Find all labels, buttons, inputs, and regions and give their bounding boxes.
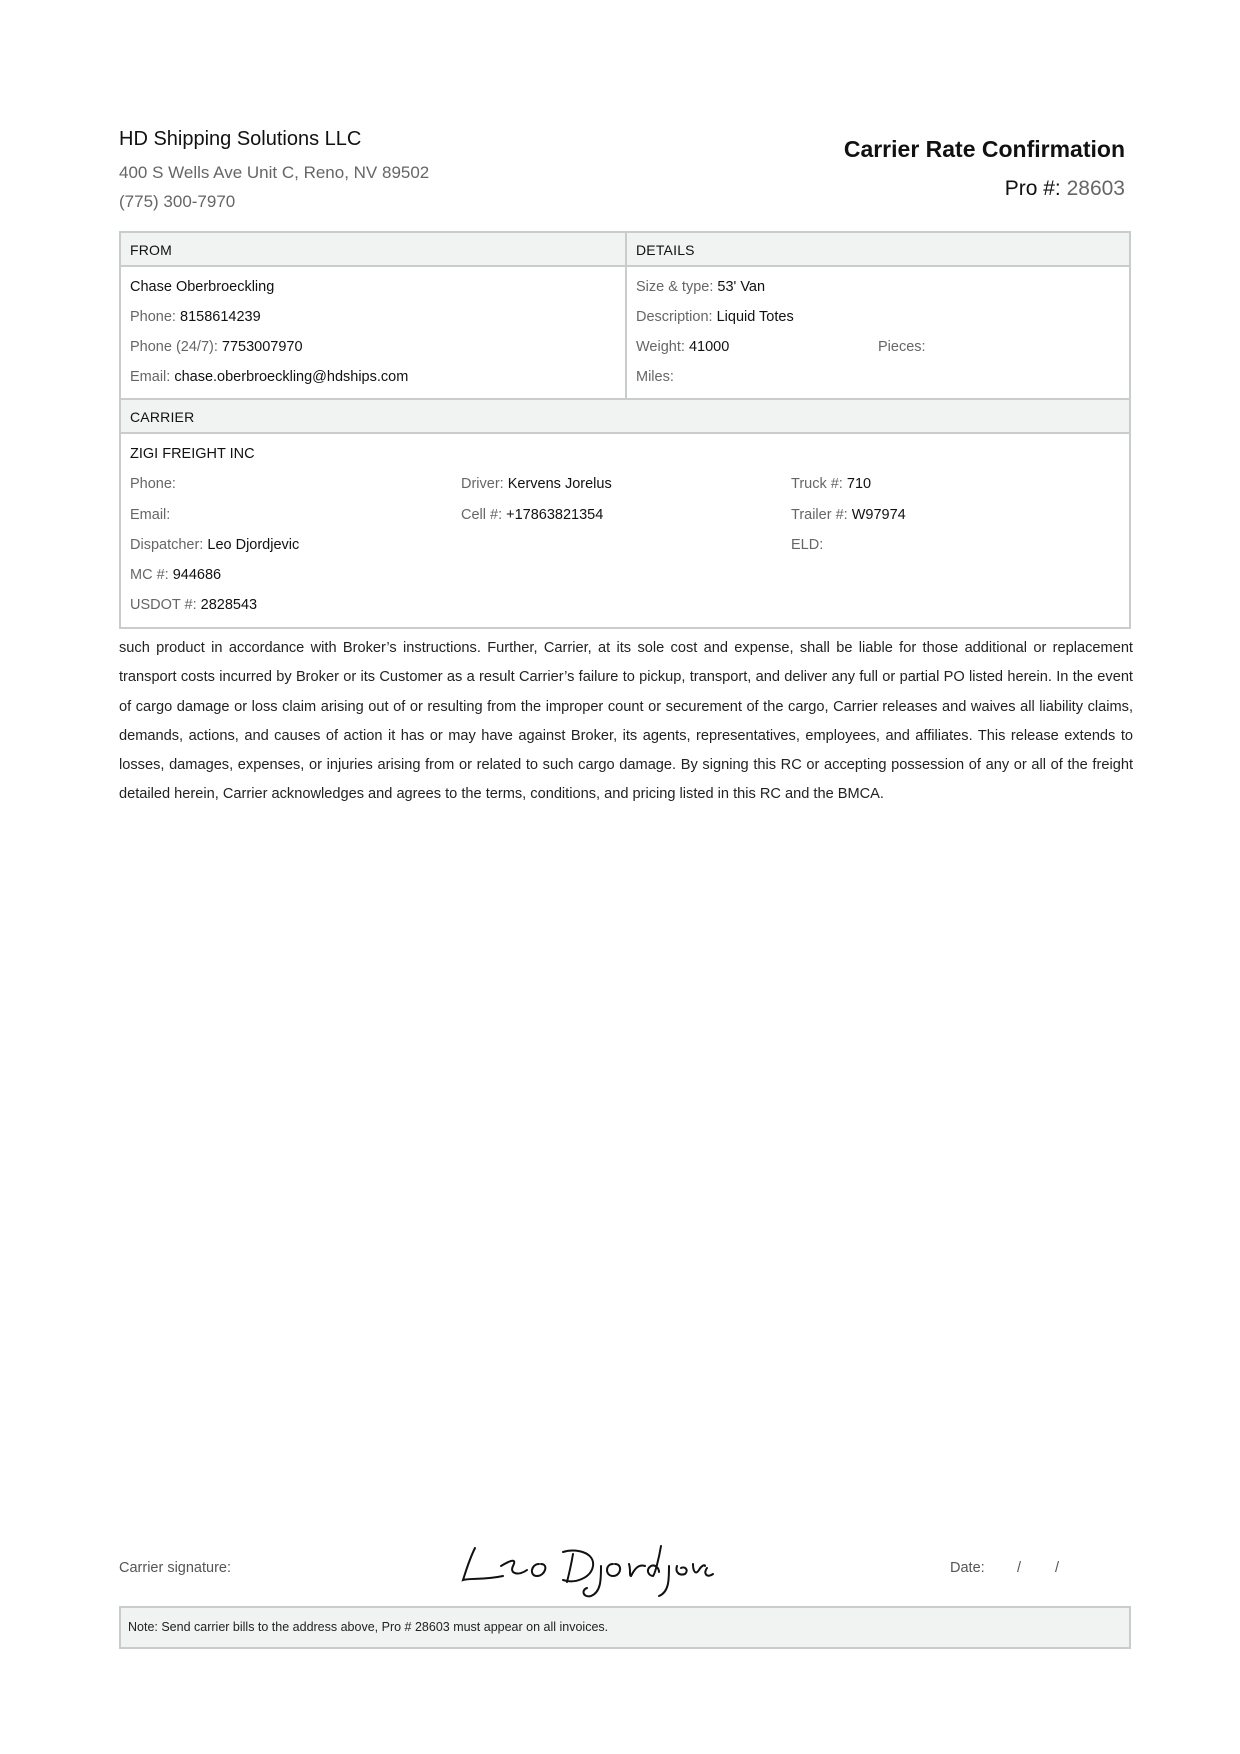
details-description [636,309,794,325]
carrier-mc-label: MC #: [130,567,169,583]
date-separator-1: / [1017,1560,1022,1576]
details-heading: DETAILS [627,233,1129,267]
from-details-box [119,231,1131,400]
date-label: Date: [950,1560,985,1576]
company-address: 400 S Wells Ave Unit C, Reno, NV 89502 [119,163,430,182]
carrier-phone-label: Phone: [130,476,176,492]
details-miles [636,369,674,385]
carrier-mc-value: 944686 [172,567,222,583]
details-section [627,233,1129,398]
from-phone [130,309,261,325]
from-phone-value: 8158614239 [180,309,261,325]
details-weight-label: Weight: [636,339,685,355]
details-size-value: 53' Van [717,279,766,295]
from-phone-247-label: Phone (24/7): [130,339,218,355]
carrier-cell-value: +17863821354 [506,507,604,523]
company-name: HD Shipping Solutions LLC [119,128,362,150]
carrier-cell [461,507,603,523]
legal-terms-text: such product in accordance with Broker’s instructions. Further, Carrier, at its sole cost and expense, shall be liable for those additional or replacement transport costs incurred by Broker or its Customer as a result Carrier’s failure to pickup, transport, and deliver any full or partial PO listed herein. In the event of cargo damage or loss claim arising out of or resulting from the improper count or securement of the cargo, Carrier releases and waives all liability claims, demands, actions, and causes of action it has or may have against Broker, its agents, representatives, employees, and affiliates. This release extends to losses, damages, expenses, or injuries arising from or related to such cargo damage. By signing this RC or accepting possession of any or all of the freight detailed herein, Carrier acknowledges and agrees to the terms, conditions, and pricing listed in this RC and the BMCA. [119,640,1133,803]
company-phone: (775) 300-7970 [119,192,236,211]
carrier-trailer-value: W97974 [851,507,906,523]
carrier-driver-value: Kervens Jorelus [507,476,612,492]
from-phone-247 [130,339,303,355]
from-name [130,279,274,295]
details-weight [636,339,729,355]
carrier-email [130,507,170,523]
details-pieces [878,339,926,355]
carrier-box [119,398,1131,629]
from-email-label: Email: [130,369,171,385]
details-description-value: Liquid Totes [716,309,794,325]
details-size [636,279,765,295]
pro-number [1005,177,1125,201]
carrier-usdot [130,597,257,613]
details-size-label: Size & type: [636,279,714,295]
details-weight-value: 41000 [688,339,730,355]
carrier-email-label: Email: [130,507,171,523]
from-phone-label: Phone: [130,309,176,325]
carrier-usdot-value: 2828543 [200,597,258,613]
from-phone-247-value: 7753007970 [221,339,303,355]
details-miles-label: Miles: [636,369,674,385]
carrier-cell-label: Cell #: [461,507,503,523]
from-email [130,369,408,385]
carrier-truck-label: Truck #: [791,476,843,492]
carrier-mc [130,567,221,583]
carrier-name [130,446,255,462]
carrier-dispatcher-label: Dispatcher: [130,537,204,553]
from-heading: FROM [121,233,625,267]
from-section [121,233,627,398]
carrier-heading: CARRIER [121,400,1129,434]
carrier-dispatcher [130,537,299,553]
carrier-truck [791,476,871,492]
carrier-trailer [791,507,906,523]
carrier-eld [791,537,823,553]
carrier-eld-label: ELD: [791,537,824,553]
carrier-name-value: ZIGI FREIGHT INC [130,446,255,462]
from-name-value: Chase Oberbroeckling [130,279,275,295]
carrier-truck-value: 710 [846,476,872,492]
carrier-driver-label: Driver: [461,476,504,492]
carrier-signature-label: Carrier signature: [119,1560,232,1576]
carrier-dispatcher-value: Leo Djordjevic [207,537,300,553]
carrier-trailer-label: Trailer #: [791,507,848,523]
details-description-label: Description: [636,309,713,325]
handwritten-signature-text: Leo Djordjevic [455,1530,462,1531]
pro-number-value: 28603 [1066,177,1125,200]
carrier-phone [130,476,176,492]
pro-number-label: Pro #: [1004,177,1061,200]
carrier-usdot-label: USDOT #: [130,597,197,613]
invoice-note: Note: Send carrier bills to the address above, Pro # 28603 must appear on all invoices. [119,1606,1131,1649]
from-email-value: chase.oberbroeckling@hdships.com [174,369,409,385]
date-separator-2: / [1055,1560,1060,1576]
handwritten-signature [455,1530,715,1600]
details-pieces-label: Pieces: [878,339,926,355]
carrier-driver [461,476,612,492]
document-title: Carrier Rate Confirmation [843,136,1125,162]
